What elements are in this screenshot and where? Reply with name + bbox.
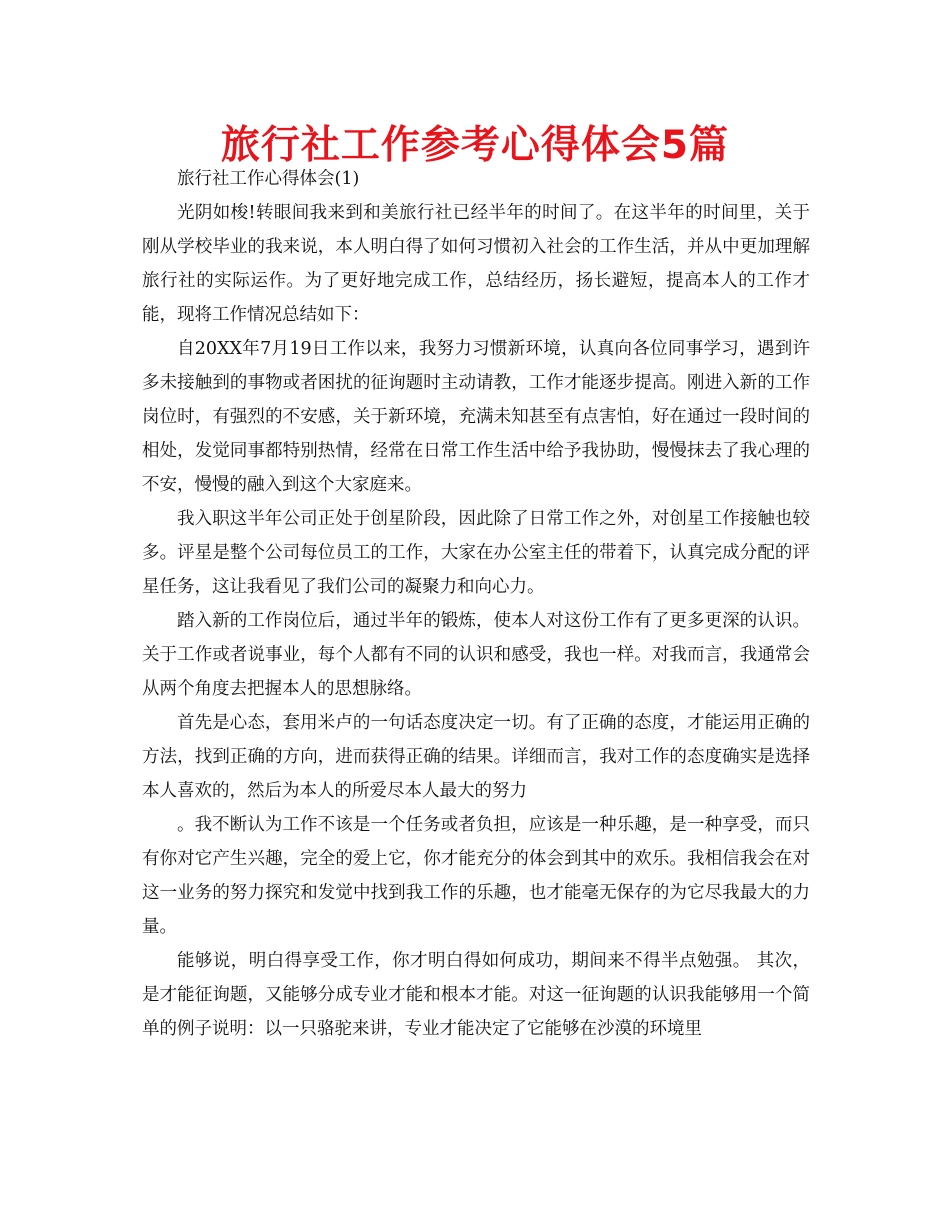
- paragraph-6: 。我不断认为工作不该是一个任务或者负担，应该是一种乐趣，是一种享受，而只有你对它产生兴趣，完全的爱上它，你才能充分的体会到其中的欢乐。我相信我会在对这一业务的努力探究和发觉中找到我工作的乐趣，也才能毫无保存的为它尽我最大的力量。: [142, 815, 810, 937]
- paragraph-4: 踏入新的工作岗位后，通过半年的锻炼，使本人对这份工作有了更多更深的认识。关于工作或者说事业，每个人都有不同的认识和感受，我也一样。对我而言，我通常会从两个角度去把握本人的思想脉络。: [142, 611, 810, 699]
- paragraph-3: 我入职这半年公司正处于创星阶段，因此除了日常工作之外，对创星工作接触也较多。评星是整个公司每位员工的工作，大家在办公室主任的带着下，认真完成分配的评星任务，这让我看见了我们公司的凝聚力和向心力。: [142, 509, 810, 597]
- document-body: [142, 162, 810, 1046]
- document-title: 旅行社工作参考心得体会5篇: [220, 123, 730, 168]
- paragraph-7: 能够说，明白得享受工作，你才明白得如何成功，期间来不得半点勉强。 其次，是才能征询题，又能够分成专业才能和根本才能。对这一征询题的认识我能够用一个简单的例子说明：以一只骆驼来讲，专业才能决定了它能够在沙漠的环境里: [142, 951, 810, 1039]
- section-subtitle: 旅行社工作心得体会(1): [177, 169, 360, 189]
- paragraph-5: 首先是心态，套用米卢的一句话态度决定一切。有了正确的态度，才能运用正确的方法，找到正确的方向，进而获得正确的结果。详细而言，我对工作的态度确实是选择本人喜欢的，然后为本人的所爱尽本人最大的努力: [142, 713, 810, 801]
- paragraph-2: 自20XX年7月19日工作以来，我努力习惯新环境，认真向各位同事学习，遇到许多未接触到的事物或者困扰的征询题时主动请教，工作才能逐步提高。刚进入新的工作岗位时，有强烈的不安感，关于新环境，充满未知甚至有点害怕，好在通过一段时间的相处，发觉同事都特别热情，经常在日常工作生活中给予我协助，慢慢抹去了我心理的不安，慢慢的融入到这个大家庭来。: [142, 339, 810, 495]
- paragraph-1: 光阴如梭!转眼间我来到和美旅行社已经半年的时间了。在这半年的时间里，关于刚从学校毕业的我来说，本人明白得了如何习惯初入社会的工作生活，并从中更加理解旅行社的实际运作。为了更好地完成工作，总结经历，扬长避短，提高本人的工作才能，现将工作情况总结如下：: [142, 203, 810, 325]
